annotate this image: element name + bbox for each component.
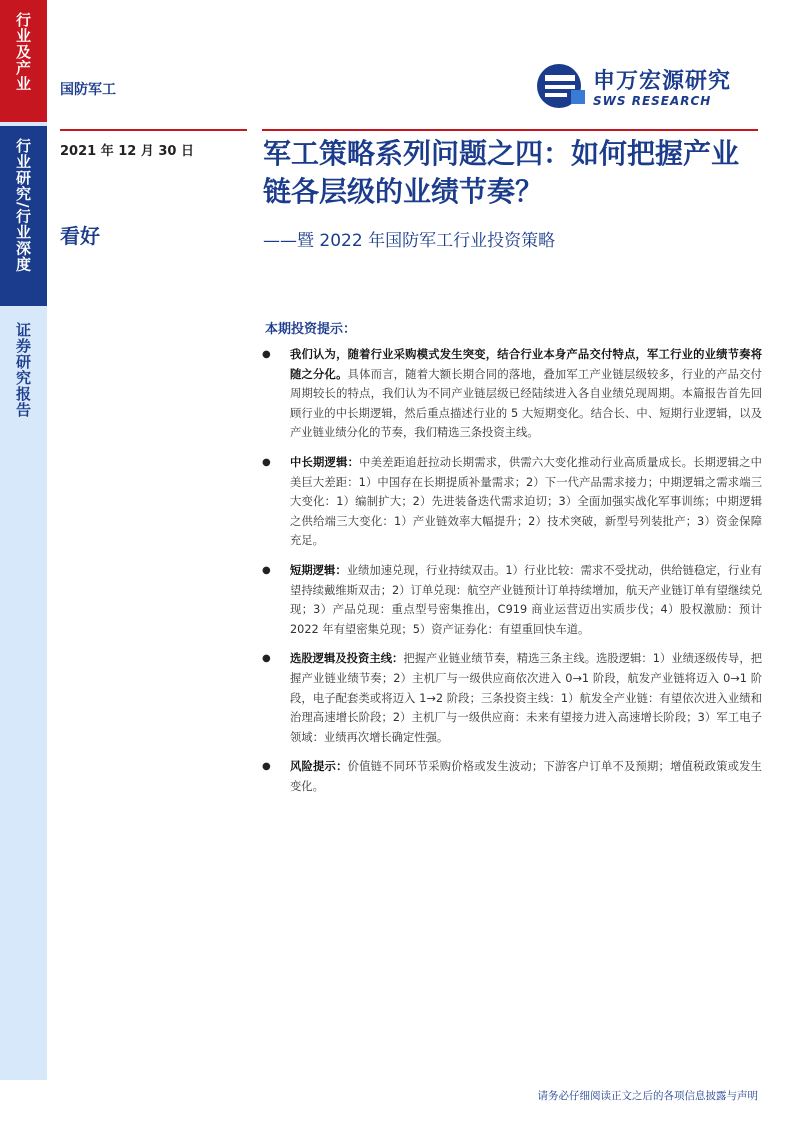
bullet-icon: ● xyxy=(262,564,271,576)
report-date: 2021 年 12 月 30 日 xyxy=(60,144,194,159)
footer-disclaimer: 请务必仔细阅读正文之后的各项信息披露与声明 xyxy=(537,1090,758,1102)
tip-item xyxy=(262,649,762,747)
industry-label: 国防军工 xyxy=(60,82,116,98)
bullet-icon: ● xyxy=(262,456,271,468)
logo-icon xyxy=(535,62,587,110)
tip-lead: 选股逻辑及投资主线： xyxy=(290,652,404,666)
logo-text-cn: 申万宏源研究 xyxy=(593,69,732,94)
tip-lead: 风险提示： xyxy=(290,760,348,774)
bullet-icon: ● xyxy=(262,349,271,360)
bullet-icon: ● xyxy=(262,653,271,665)
sidebar-tag-securities-label: 证券研究报告 xyxy=(14,322,32,418)
tip-text: 具体而言，随着大额长期合同的落地，叠加军工产业链层级较多，行业的产品交付周期较长的特点，我们认为不同产业链层级已经陆续进入各自业绩兑现周期。本篇报告首先回顾行业的中长期逻辑，然后重点描述行业的 5 大短期变化。结合长、中、短期行业逻辑，以及产业链业绩分化的节奏，我们精选三条投资主线。 xyxy=(290,367,762,440)
company-logo xyxy=(535,62,760,112)
tip-text: 把握产业链业绩节奏，精选三条主线。选股逻辑：1）业绩逐级传导，把握产业链业绩节奏；2）主机厂与一级供应商依次进入 0→1 阶段，航发产业链将迈入 0→1 阶段，电子配套类或将迈入 1→2 阶段；三条投资主线：1）航发全产业链：有望依次进入业绩和治理高速增长阶段；2）主机厂与一级供应商：未来有望接力进入高速增长阶段；3）军工电子领域：业绩再次增长确定性强。 xyxy=(290,652,762,744)
tip-text: 价值链不同环节采购价格或发生波动；下游客户订单不及预期；增值税政策或发生变化。 xyxy=(290,760,762,793)
tip-lead: 中长期逻辑： xyxy=(290,455,360,469)
tip-item xyxy=(262,453,762,551)
tip-text: 业绩加速兑现，行业持续双击。1）行业比较：需求不受扰动，供给链稳定，行业有望持续戴维斯双击；2）订单兑现：航空产业链预计订单持续增加，航天产业链订单有望继续兑现；3）产品兑现：重点型号密集推出，C919 商业运营迈出实质步伐；4）股权激励：预计 2022 年有望密集兑现；5）资产证券化：有望重回快车道。 xyxy=(290,563,762,636)
sidebar-tag-securities xyxy=(0,310,47,430)
divider-right xyxy=(262,129,758,131)
logo-text-en: SWS RESEARCH xyxy=(593,94,712,108)
tips-list xyxy=(262,345,762,806)
tip-item xyxy=(262,561,762,639)
tip-item xyxy=(262,757,762,796)
sidebar-tag-industry xyxy=(0,0,47,122)
tip-text: 中美差距追赶拉动长期需求，供需六大变化推动行业高质量成长。长期逻辑之中美巨大差距：1）中国存在长期提质补量需求；2）下一代产品需求接力；中期逻辑之需求端三大变化：1）编制扩大；2）先进装备迭代需求迫切；3）全面加强实战化军事训练；中期逻辑之供给端三大变化：1）产业链效率大幅提升；2）技术突破，新型号列装批产；3）资金保障充足。 xyxy=(290,455,762,548)
sidebar-tag-industry-label: 行业及产业 xyxy=(14,12,32,92)
tip-lead: 我们认为，随着行业采购模式发生突变，结合行业本身产品交付特点，军工行业的业绩节奏将随之分化。 xyxy=(290,348,762,381)
sidebar xyxy=(0,0,47,1080)
divider-left xyxy=(60,129,247,131)
bullet-icon: ● xyxy=(262,761,271,773)
report-title: 军工策略系列问题之四：如何把握产业链各层级的业绩节奏？ xyxy=(263,137,740,208)
tips-heading: 本期投资提示： xyxy=(265,322,357,337)
sidebar-tag-report-type xyxy=(0,126,47,306)
report-subtitle: ——暨 2022 年国防军工行业投资策略 xyxy=(263,231,556,251)
sidebar-tag-report-type-label: 行业研究/行业深度 xyxy=(14,138,32,273)
tip-lead: 短期逻辑： xyxy=(290,563,347,577)
rating-label: 看好 xyxy=(60,224,100,248)
tip-item xyxy=(262,345,762,443)
